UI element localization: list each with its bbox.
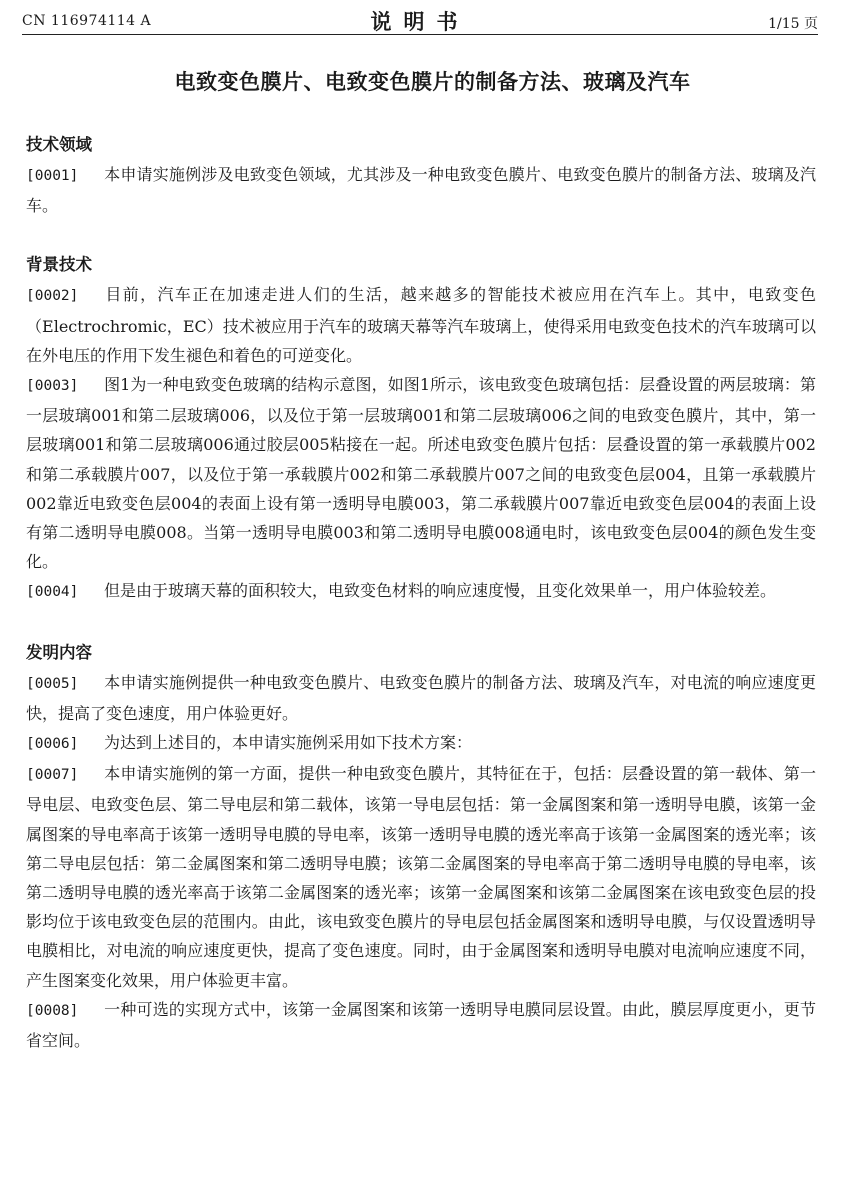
paragraph-text: 目前，汽车正在加速走进人们的生活，越来越多的智能技术被应用在汽车上。其中，电致变色（Electrochromic，EC）技术被应用于汽车的玻璃天幕等汽车玻璃上，使得采用电致变色技术的汽车玻璃可以在外电压的作用下发生褪色和着色的可逆变化。 [26,285,816,365]
section-heading: 发明内容 [26,642,92,662]
paragraph-text: 但是由于玻璃天幕的面积较大，电致变色材料的响应速度慢，且变化效果单一，用户体验较差。 [104,581,777,601]
paragraph-0001 [26,160,816,220]
paragraph-text: 一种可选的实现方式中，该第一金属图案和该第一透明导电膜同层设置。由此，膜层厚度更小，更节省空间。 [26,999,816,1051]
section-background [26,250,816,607]
paragraph-0005 [26,668,816,728]
section-heading: 技术领域 [26,135,92,154]
paragraph-0002 [26,280,816,370]
paragraph-text: 本申请实施例的第一方面，提供一种电致变色膜片，其特征在于，包括：层叠设置的第一载体、第一导电层、电致变色层、第二导电层和第二载体，该第一导电层包括：第一金属图案和第一透明导电膜，该第一金属图案的导电率高于该第一透明导电膜的导电率，该第一透明导电膜的透光率高于该第一金属图案的透光率；该第二导电层包括：第二金属图案和第二透明导电膜；该第二金属图案的导电率高于第二透明导电膜的导电率，该第二透明导电膜的透光率高于该第二金属图案的透光率；该第一金属图案和该第二金属图案在该电致变色层的投影均位于该电致变色层的范围内。由此，该电致变色膜片的导电层包括金属图案和透明导电膜，与仅设置透明导电膜相比，对电流的响应速度更快，提高了变色速度。同时，由于金属图案和透明导电膜对电流响应速度不同，产生图案变化效果，用户体验更丰富。 [26,764,816,990]
paragraph-number: [0001] [26,168,79,184]
document-body [26,130,816,1055]
paragraph-number: [0006] [26,736,79,753]
paragraph-0007 [26,759,816,995]
paragraph-number: [0008] [26,1002,79,1019]
paragraph-number: [0002] [26,288,79,305]
paragraph-number: [0004] [26,584,79,601]
paragraph-number: [0003] [26,378,79,395]
paragraph-0004 [26,576,816,607]
section-heading: 背景技术 [26,255,92,275]
paragraph-0003 [26,370,816,576]
paragraph-text: 本申请实施例提供一种电致变色膜片、电致变色膜片的制备方法、玻璃及汽车，对电流的响应速度更快，提高了变色速度，用户体验更好。 [26,672,816,723]
paragraph-text: 本申请实施例涉及电致变色领域，尤其涉及一种电致变色膜片、电致变色膜片的制备方法、玻璃及汽车。 [26,165,816,216]
page-header [22,6,818,35]
paragraph-text: 图1为一种电致变色玻璃的结构示意图，如图1所示，该电致变色玻璃包括：层叠设置的两层玻璃：第一层玻璃001和第二层玻璃006，以及位于第一层玻璃001和第二层玻璃006之间的电致变色膜片，其中，第一层玻璃001和第二层玻璃006通过胶层005粘接在一起。所述电致变色膜片包括：层叠设置的第一承载膜片002和第二承载膜片007，以及位于第一承载膜片002和第二承载膜片007之间的电致变色层004，且第一承载膜片002靠近电致变色层004的表面上设有第一透明导电膜003，第二承载膜片007靠近电致变色层004的表面上设有第二透明导电膜008。当第一透明导电膜003和第二透明导电膜008通电时，该电致变色层004的颜色发生变化。 [26,375,816,572]
section-technical-field [26,130,816,220]
paragraph-0008 [26,995,816,1055]
paragraph-number: [0005] [26,675,79,692]
document-title: 电致变色膜片、电致变色膜片的制备方法、玻璃及汽车 [174,70,691,94]
patent-number: CN 116974114 A [22,13,152,29]
paragraph-0006 [26,728,816,759]
page-indicator: 1/15 页 [768,16,818,32]
document-type: 说明书 [370,9,470,34]
paragraph-text: 为达到上述目的，本申请实施例采用如下技术方案： [104,733,473,753]
paragraph-number: [0007] [26,767,79,784]
section-summary [26,638,816,1056]
